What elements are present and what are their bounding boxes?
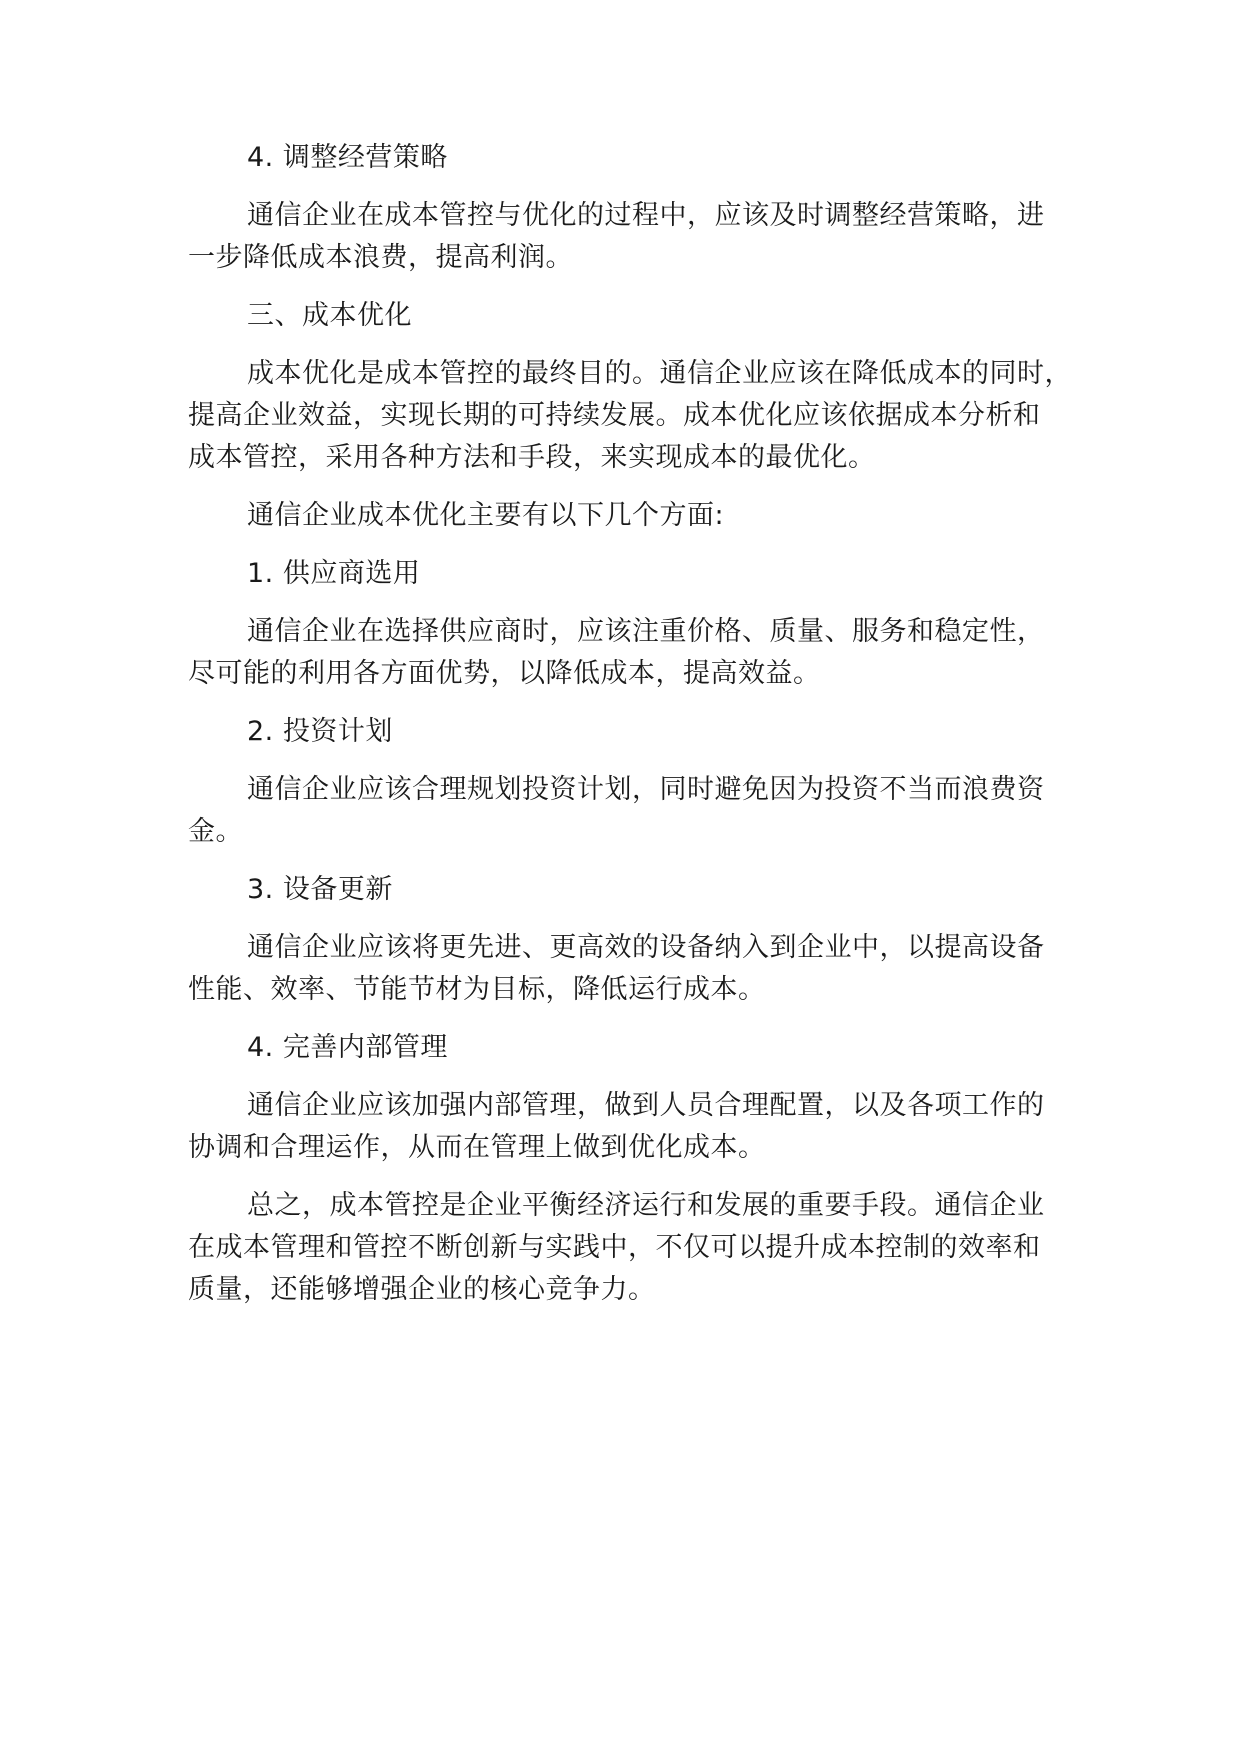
paragraph-line: 金。 [188,816,243,847]
paragraph-line: 通信企业应该合理规划投资计划，同时避免因为投资不当而浪费资 [247,774,1045,805]
section-heading: 4. 调整经营策略 [247,142,448,173]
section-heading: 3. 设备更新 [247,874,393,905]
paragraph-line: 通信企业应该将更先进、更高效的设备纳入到企业中，以提高设备 [247,932,1045,963]
paragraph-line: 提高企业效益，实现长期的可持续发展。成本优化应该依据成本分析和 [188,400,1041,431]
paragraph-line: 通信企业在成本管控与优化的过程中，应该及时调整经营策略，进 [247,200,1045,231]
paragraph-line: 通信企业成本优化主要有以下几个方面: [247,500,725,531]
paragraph-line: 性能、效率、节能节材为目标，降低运行成本。 [188,974,766,1005]
paragraph-line: 在成本管理和管控不断创新与实践中，不仅可以提升成本控制的效率和 [188,1232,1041,1263]
paragraph-line: 通信企业应该加强内部管理，做到人员合理配置，以及各项工作的 [247,1090,1045,1121]
section-heading: 4. 完善内部管理 [247,1032,448,1063]
section-heading: 三、成本优化 [247,300,412,331]
section-heading: 2. 投资计划 [247,716,393,747]
paragraph-line: 总之，成本管控是企业平衡经济运行和发展的重要手段。通信企业 [247,1190,1045,1221]
paragraph-line: 成本管控，采用各种方法和手段，来实现成本的最优化。 [188,442,876,473]
paragraph-line: 一步降低成本浪费，提高利润。 [188,242,573,273]
paragraph-line: 尽可能的利用各方面优势，以降低成本，提高效益。 [188,658,821,689]
paragraph-line: 质量，还能够增强企业的核心竞争力。 [188,1274,656,1305]
paragraph-line: 成本优化是成本管控的最终目的。通信企业应该在降低成本的同时， [247,358,1072,389]
section-heading: 1. 供应商选用 [247,558,421,589]
paragraph-line: 协调和合理运作，从而在管理上做到优化成本。 [188,1132,766,1163]
paragraph-line: 通信企业在选择供应商时，应该注重价格、质量、服务和稳定性， [247,616,1045,647]
